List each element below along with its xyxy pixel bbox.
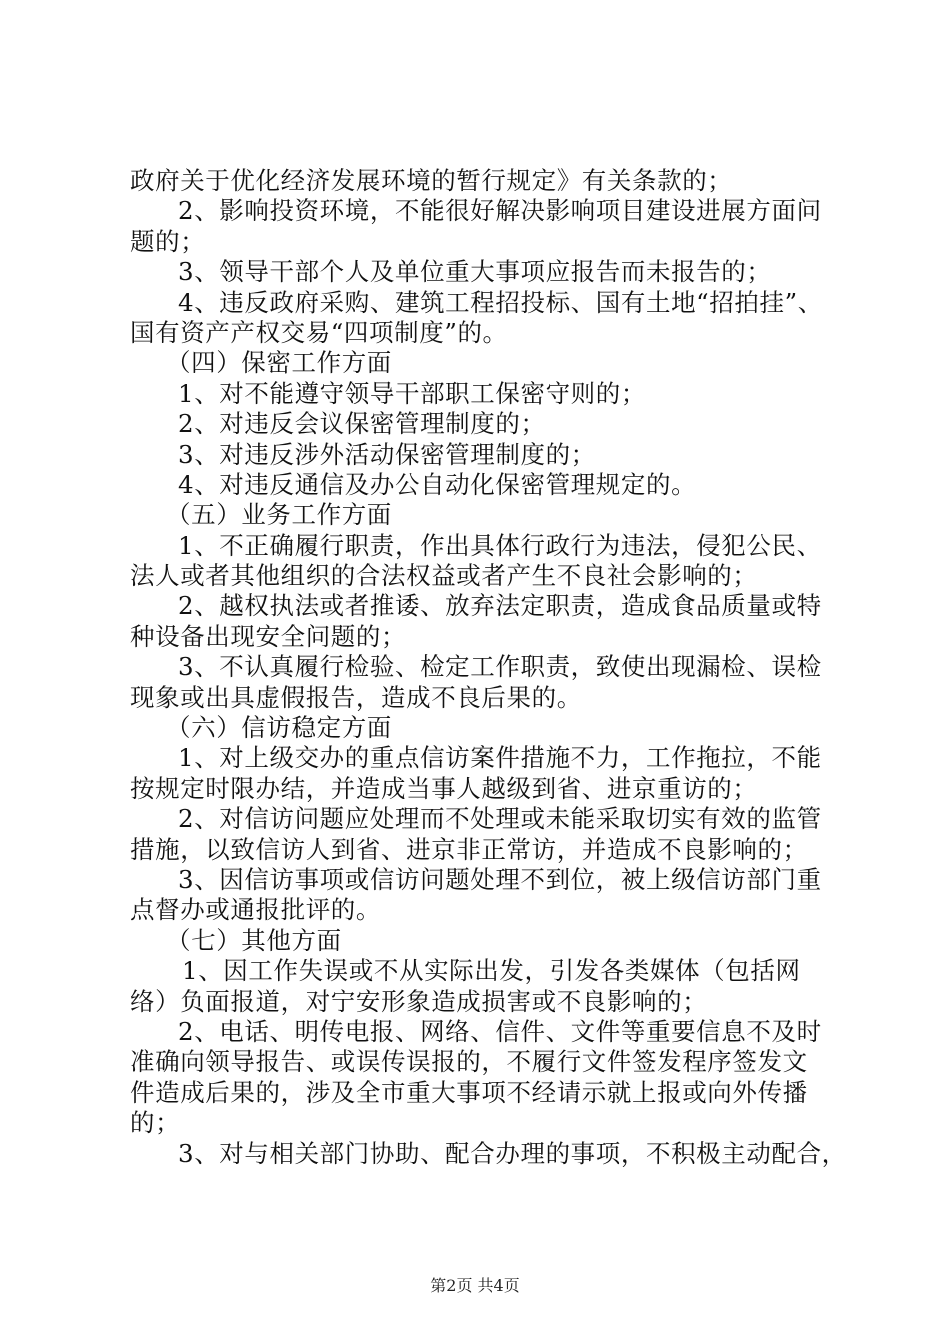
- text-line: 络）负面报道，对宁安形象造成损害或不良影响的；: [130, 986, 708, 1016]
- list-item: 1、不正确履行职责，作出具体行政行为违法，侵犯公民、: [178, 530, 822, 560]
- text-line: 国有资产产权交易“四项制度”的。: [130, 317, 508, 347]
- list-item: 1、对不能遵守领导干部职工保密守则的；: [178, 378, 646, 408]
- list-item: 4、违反政府采购、建筑工程招投标、国有土地“招拍挂”、: [178, 287, 823, 317]
- list-item: 3、领导干部个人及单位重大事项应报告而未报告的；: [178, 257, 772, 287]
- text-line: 题的；: [130, 226, 206, 256]
- list-item: 2、对信访问题应处理而不处理或未能采取切实有效的监管: [178, 804, 822, 834]
- list-item: 2、影响投资环境，不能很好解决影响项目建设进展方面问: [178, 196, 822, 226]
- list-item: 3、对与相关部门协助、配合办理的事项，不积极主动配合，: [178, 1138, 847, 1168]
- page-footer: 第2页 共4页: [430, 1276, 520, 1295]
- list-item: 1、对上级交办的重点信访案件措施不力，工作拖拉，不能: [178, 743, 822, 773]
- text-line: 措施，以致信访人到省、进京非正常访，并造成不良影响的；: [130, 834, 808, 864]
- section-heading: （六）信访稳定方面: [166, 713, 392, 743]
- text-line: 按规定时限办结，并造成当事人越级到省、进京重访的；: [130, 773, 758, 803]
- list-item: 1、因工作失误或不从实际出发，引发各类媒体（包括网: [182, 956, 801, 986]
- text-line: 件造成后果的，涉及全市重大事项不经请示就上报或向外传播: [130, 1077, 808, 1107]
- list-item: 3、因信访事项或信访问题处理不到位，被上级信访部门重: [178, 864, 822, 894]
- list-item: 3、不认真履行检验、检定工作职责，致使出现漏检、误检: [178, 652, 822, 682]
- list-item: 2、越权执法或者推诿、放弃法定职责，造成食品质量或特: [178, 591, 822, 621]
- text-line: 政府关于优化经济发展环境的暂行规定》有关条款的；: [130, 166, 733, 195]
- text-line: 现象或出具虚假报告，造成不良后果的。: [130, 682, 582, 712]
- list-item: 2、电话、明传电报、网络、信件、文件等重要信息不及时: [178, 1016, 822, 1046]
- text-line: 点督办或通报批评的。: [130, 895, 381, 925]
- section-heading: （四）保密工作方面: [166, 348, 392, 378]
- text-line: 种设备出现安全问题的；: [130, 621, 407, 651]
- document-body: [130, 166, 847, 1169]
- text-line: 的；: [130, 1108, 181, 1138]
- section-heading: （七）其他方面: [166, 925, 342, 955]
- list-item: 2、对违反会议保密管理制度的；: [178, 409, 546, 439]
- text-line: 准确向领导报告、或误传误报的，不履行文件签发程序签发文: [130, 1047, 808, 1077]
- list-item: 4、对违反通信及办公自动化保密管理规定的。: [178, 469, 697, 499]
- list-item: 3、对违反涉外活动保密管理制度的；: [178, 439, 596, 469]
- text-line: 法人或者其他组织的合法权益或者产生不良社会影响的；: [130, 561, 758, 591]
- section-heading: （五）业务工作方面: [166, 500, 392, 530]
